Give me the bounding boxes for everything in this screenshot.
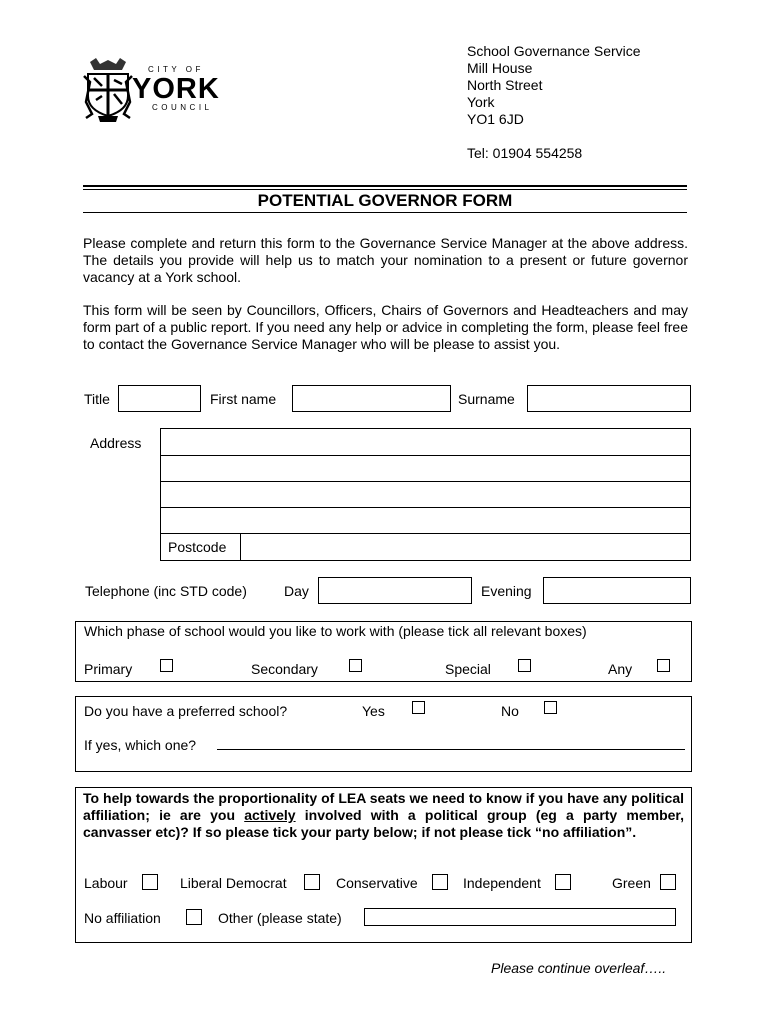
title-input[interactable]: [118, 385, 201, 412]
any-label: Any: [608, 661, 633, 677]
surname-input[interactable]: [527, 385, 691, 412]
no-affiliation-label: No affiliation: [84, 910, 161, 926]
logo-council: COUNCIL: [152, 103, 213, 112]
which-school-label: If yes, which one?: [84, 737, 197, 753]
logo-city-of: CITY OF: [148, 65, 204, 74]
telephone-number: Tel: 01904 554258: [467, 145, 583, 161]
which-school-input[interactable]: [217, 749, 685, 750]
political-question-part-1: To help towards the proportionality of LEA seats we need to know if you have any political affiliation; ie are you: [83, 790, 684, 823]
primary-label: Primary: [84, 661, 133, 677]
secondary-checkbox[interactable]: [349, 659, 362, 672]
address-line-1: School Governance Service: [467, 43, 641, 59]
yes-label: Yes: [362, 703, 385, 719]
political-question-part-2: involved with a political group (eg a party member, canvasser etc)? If so please tick your party below; if not please tick “no affiliation”.: [83, 807, 684, 840]
any-checkbox[interactable]: [657, 659, 670, 672]
phase-question: Which phase of school would you like to work with (please tick all relevant boxes): [84, 623, 587, 639]
preferred-school-question: Do you have a preferred school?: [84, 703, 288, 719]
first-name-label: First name: [210, 391, 277, 407]
independent-label: Independent: [463, 875, 541, 891]
political-question: [83, 790, 684, 841]
other-label: Other (please state): [218, 910, 342, 926]
libdem-checkbox[interactable]: [304, 874, 320, 890]
address-label: Address: [90, 435, 142, 451]
title-rule-bottom: [83, 212, 687, 213]
libdem-label: Liberal Democrat: [180, 875, 287, 891]
political-question-emphasis: actively: [244, 807, 296, 823]
green-label: Green: [612, 875, 651, 891]
postcode-input[interactable]: [240, 533, 690, 560]
day-label: Day: [284, 583, 309, 599]
day-phone-input[interactable]: [318, 577, 472, 604]
form-title: POTENTIAL GOVERNOR FORM: [257, 191, 513, 210]
evening-phone-input[interactable]: [543, 577, 691, 604]
secondary-label: Secondary: [251, 661, 318, 677]
logo-york: YORK: [132, 73, 220, 105]
conservative-checkbox[interactable]: [432, 874, 448, 890]
city-of-york-logo: [82, 56, 232, 122]
postcode-label: Postcode: [168, 539, 227, 555]
surname-label: Surname: [458, 391, 515, 407]
address-line-input-2[interactable]: [161, 455, 690, 482]
no-label: No: [501, 703, 519, 719]
yes-checkbox[interactable]: [412, 701, 425, 714]
address-box: [160, 428, 691, 561]
service-address: [467, 43, 747, 162]
special-label: Special: [445, 661, 491, 677]
coat-of-arms-icon: [82, 56, 134, 122]
intro-paragraph-1: Please complete and return this form to the Governance Service Manager at the above address. The details you provide will help us to match your nomination to a present or future governor vacancy at a York school.: [83, 235, 688, 285]
labour-checkbox[interactable]: [142, 874, 158, 890]
address-line-5: YO1 6JD: [467, 111, 524, 127]
telephone-label: Telephone (inc STD code): [85, 583, 247, 599]
title-rule-top: [83, 185, 687, 187]
title-rule-top-thin: [83, 189, 687, 190]
address-line-input-1[interactable]: [161, 429, 690, 456]
address-line-3: North Street: [467, 77, 543, 93]
no-affiliation-checkbox[interactable]: [186, 909, 202, 925]
address-line-input-3[interactable]: [161, 481, 690, 508]
special-checkbox[interactable]: [518, 659, 531, 672]
no-checkbox[interactable]: [544, 701, 557, 714]
continue-overleaf: Please continue overleaf…..: [491, 960, 667, 976]
address-line-2: Mill House: [467, 60, 533, 76]
title-label: Title: [84, 391, 110, 407]
other-party-input[interactable]: [364, 908, 676, 926]
primary-checkbox[interactable]: [160, 659, 173, 672]
intro-paragraph-2: This form will be seen by Councillors, Officers, Chairs of Governors and Headteachers and may form part of a public report. If you need any help or advice in completing the form, please feel free to contact the Governance Service Manager who will be please to assist you.: [83, 302, 688, 352]
independent-checkbox[interactable]: [555, 874, 571, 890]
first-name-input[interactable]: [292, 385, 451, 412]
conservative-label: Conservative: [336, 875, 418, 891]
address-line-input-4[interactable]: [161, 507, 690, 534]
address-line-4: York: [467, 94, 495, 110]
labour-label: Labour: [84, 875, 128, 891]
evening-label: Evening: [481, 583, 532, 599]
green-checkbox[interactable]: [660, 874, 676, 890]
